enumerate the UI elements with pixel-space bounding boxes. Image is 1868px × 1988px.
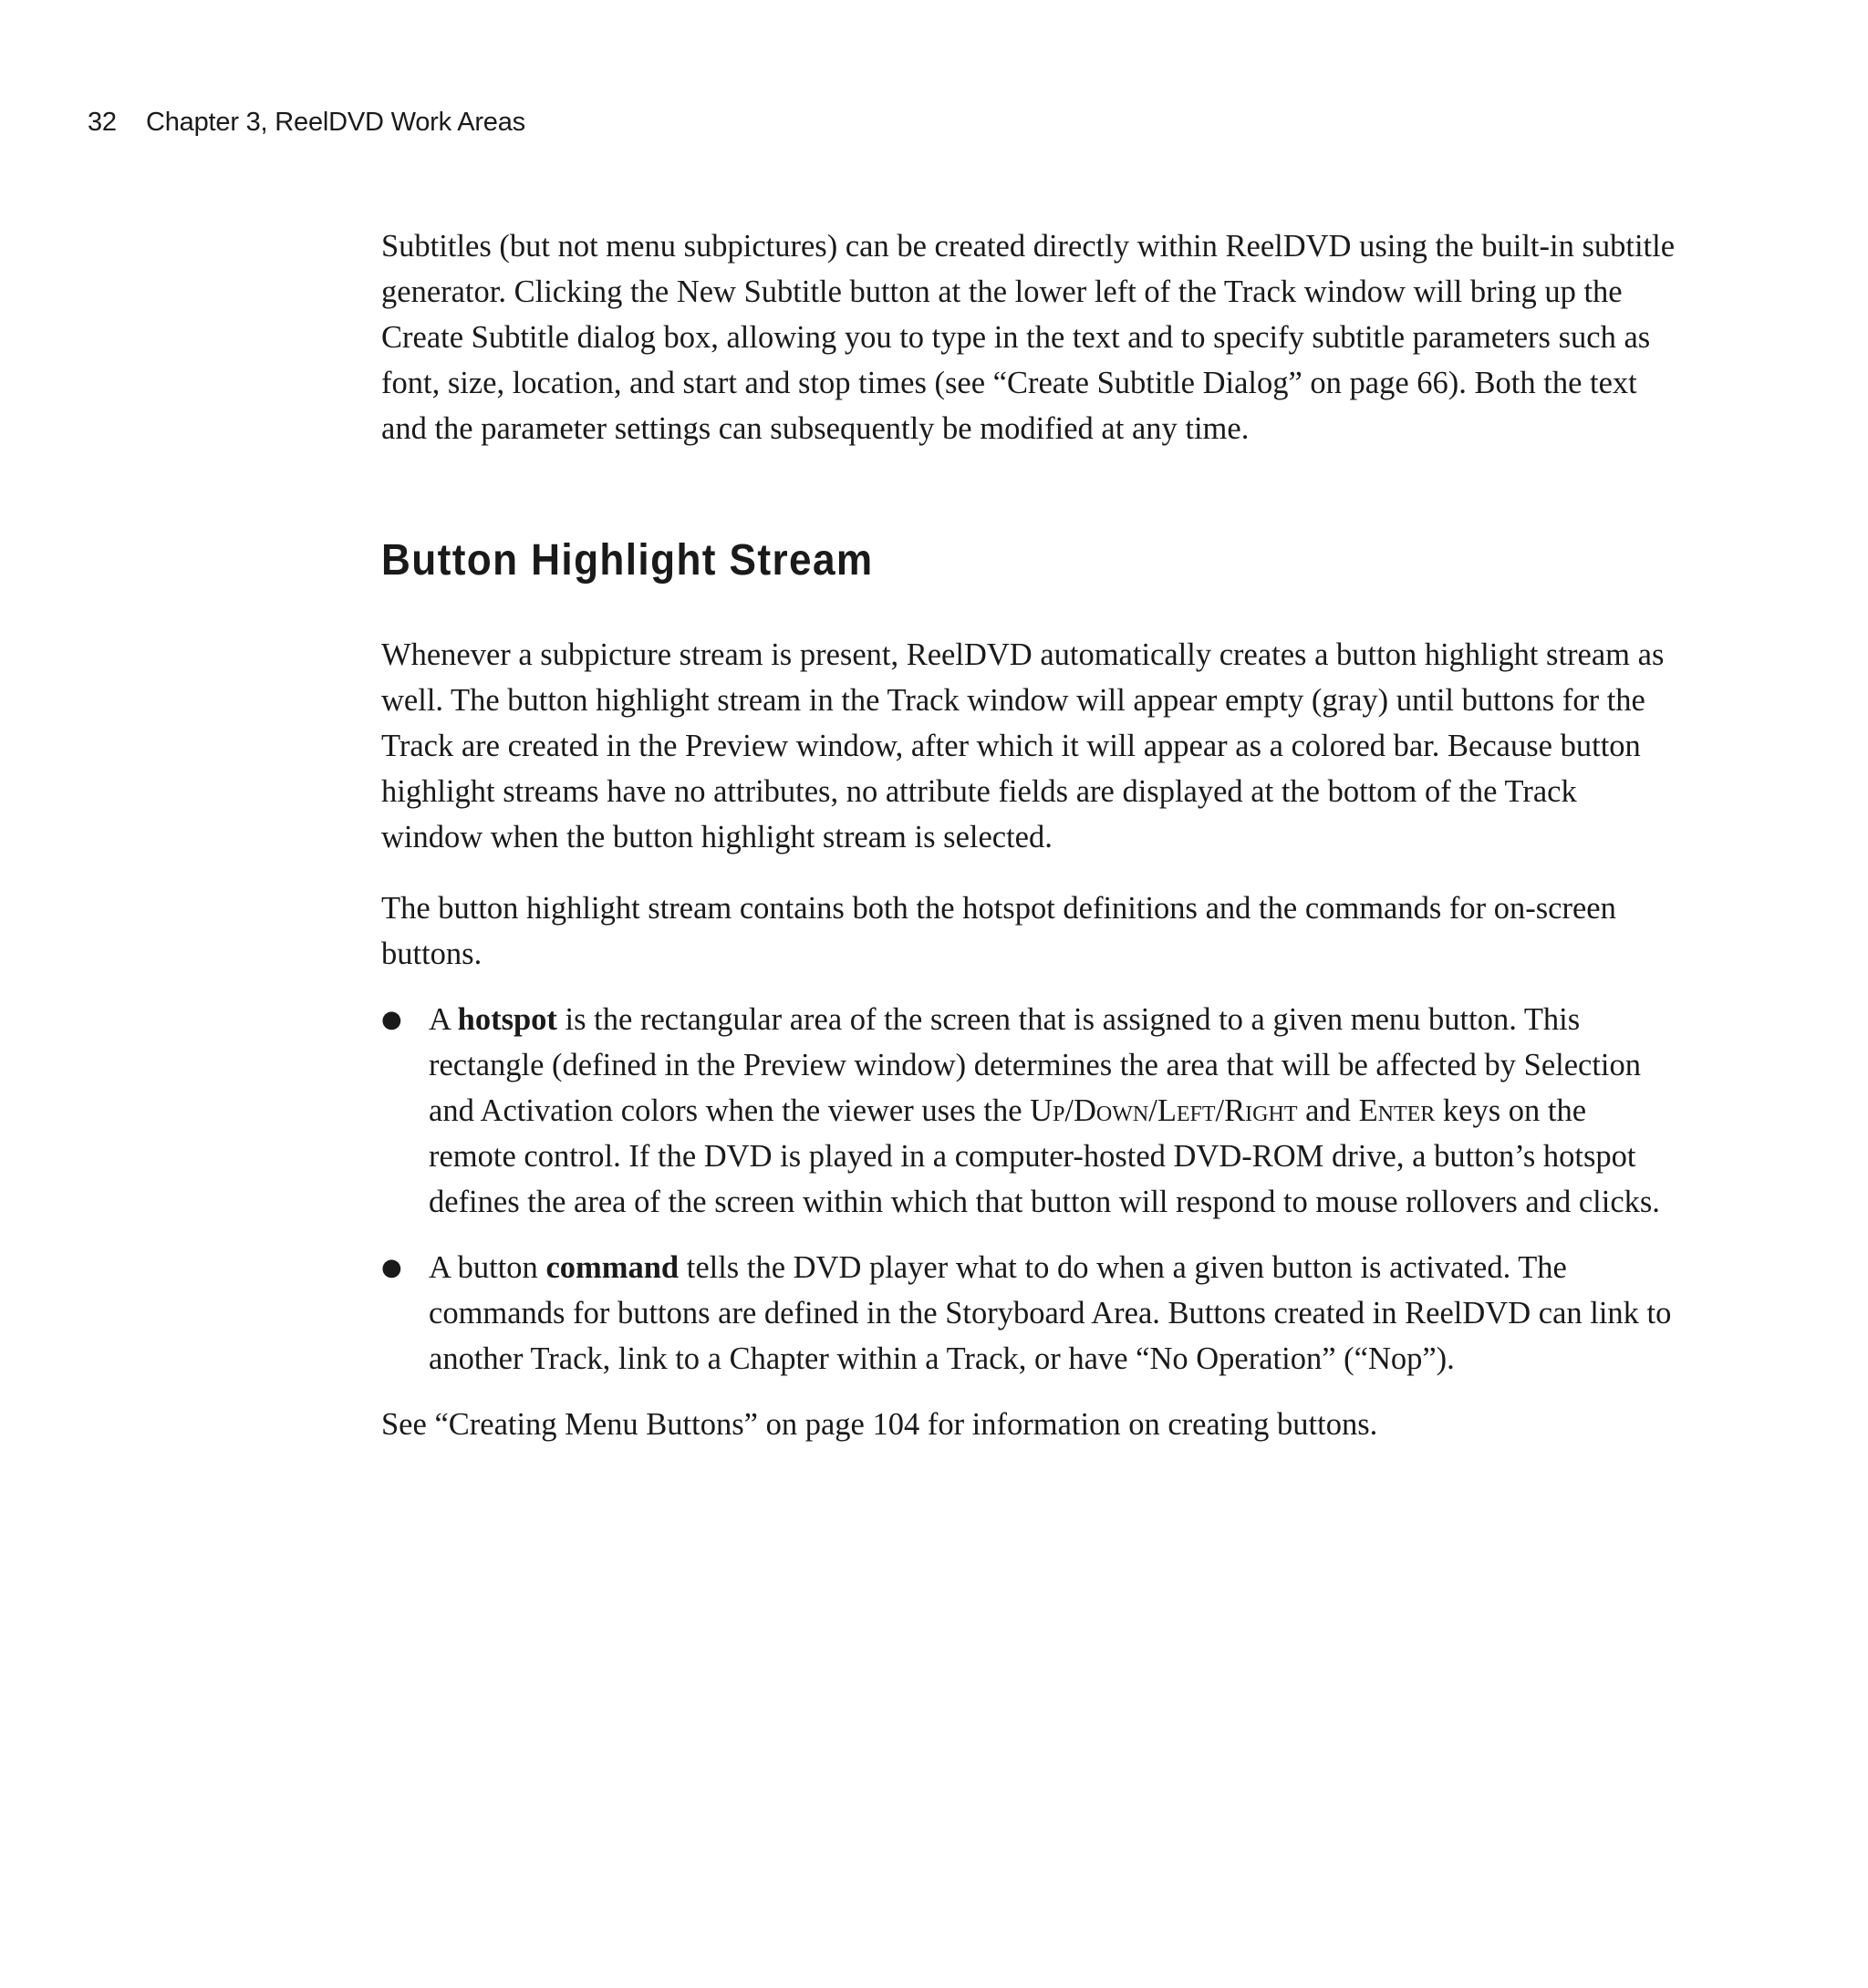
page-number: 32 (88, 108, 117, 137)
bullet-text: keys on the remote control. If the DVD is played in a computer-hosted DVD-ROM drive, a button’s hotspot defines the area of the screen within which that button will respond to mouse rollovers and clicks. (429, 1093, 1660, 1219)
bullet-lead: A button (429, 1250, 546, 1285)
bullet-text: and (1297, 1093, 1359, 1128)
body-paragraph-2: The button highlight stream contains both the hotspot definitions and the commands for on-screen buttons. (381, 891, 1616, 971)
term-hotspot: hotspot (457, 1002, 557, 1037)
bullet-text: is the rectangular area of the screen that is assigned to a given menu button. This rectangle (defined in the Preview window) determines the area that will be affected by Selection and Activation colors when the viewer uses the (429, 1002, 1642, 1128)
bullet-list (381, 997, 1676, 1382)
closing-paragraph: See “Creating Menu Buttons” on page 104 for information on creating buttons. (381, 1407, 1378, 1442)
bullet-text: tells the DVD player what to do when a given button is activated. The commands for buttons are defined in the Storyboard Area. Buttons created in ReelDVD can link to another Track, link to a Chapter within a Track, or have “No Operation” (“Nop”). (429, 1250, 1672, 1376)
term-command: command (545, 1250, 680, 1285)
bullet-dot-icon: ● (381, 1254, 402, 1281)
bullet-lead: A (429, 1002, 458, 1037)
body-paragraph-1: Whenever a subpicture stream is present, ReelDVD automatically creates a button highlight stream as well. The button highlight stream in the Track window will appear empty (gray) until buttons for the Track are created in the Preview window, after which it will appear as a colored bar. Because button highlight streams have no attributes, no attribute fields are displayed at the bottom of the Track window when the button highlight stream is selected. (381, 637, 1665, 854)
bullet-item-hotspot (381, 997, 1676, 1225)
running-title: Chapter 3, ReelDVD Work Areas (146, 108, 525, 137)
bullet-dot-icon: ● (381, 1006, 402, 1033)
key-name-enter: Enter (1358, 1093, 1436, 1128)
running-head (88, 108, 525, 138)
page-body (381, 223, 1676, 1447)
key-names-arrows: Up/Down/Left/Right (1030, 1093, 1298, 1128)
section-heading: Button Highlight Stream (381, 536, 874, 585)
intro-paragraph: Subtitles (but not menu subpictures) can be created directly within ReelDVD using the built-in subtitle generator. Clicking the New Subtitle button at the lower left of the Track window will bring up the Create Subtitle dialog box, allowing you to type in the text and to specify subtitle parameters such as font, size, location, and start and stop times (see “Create Subtitle Dialog” on page 66). Both the text and the parameter settings can subsequently be modified at any time. (381, 229, 1676, 446)
bullet-item-command (381, 1245, 1676, 1382)
